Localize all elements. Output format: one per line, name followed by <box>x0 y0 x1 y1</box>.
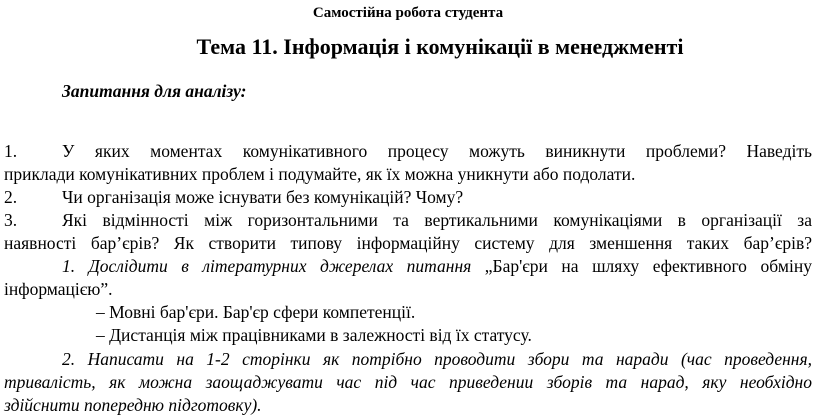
question-3-continued: наявності бар’єрів? Як створити типову інформаційну систему для зменшення таких бар’єрів? <box>4 233 812 253</box>
question-1-continued: приклади комунікативних проблем і подумайте, як їх можна уникнути або подолати. <box>4 164 636 184</box>
task-2-continued: тривалість, як можна заощаджувати час під час приведении зборів та нарад, яку необхідно <box>4 372 812 392</box>
task-1 <box>62 255 812 278</box>
question-number: 1. <box>4 141 18 161</box>
task-1-continued: інформацією”. <box>4 279 113 299</box>
question-text: Які відмінності між горизонтальними та вертикальними комунікаціями в організації за <box>62 210 812 230</box>
task-1-bullet-1: – Мовні бар'єри. Бар'єр сфери компетенції. <box>96 302 416 322</box>
task-1-bullet-2: – Дистанція між працівниками в залежності від їх статусу. <box>96 325 532 345</box>
task-2: 2. Написати на 1-2 сторінки як потрібно проводити збори та наради (час проведення, <box>62 349 812 369</box>
question-text: Чи організація може існувати без комунікацій? Чому? <box>62 187 464 207</box>
question-number: 3. <box>4 210 18 230</box>
task-1-italic: 1. Дослідити в літературних джерелах питання <box>62 256 472 276</box>
page-title: Тема 11. Інформація і комунікації в менеджменті <box>196 34 684 59</box>
question-number: 2. <box>4 187 18 207</box>
section-subtitle: Запитання для аналізу: <box>62 81 247 101</box>
question-text: У яких моментах комунікативного процесу можуть виникнути проблеми? Наведіть <box>62 141 812 161</box>
page-header: Самостійна робота студента <box>312 5 504 21</box>
task-1-topic: „Бар'єри на шляху ефективного обміну <box>471 256 812 276</box>
task-2-end: здійснити попередню підготовку). <box>4 395 262 415</box>
